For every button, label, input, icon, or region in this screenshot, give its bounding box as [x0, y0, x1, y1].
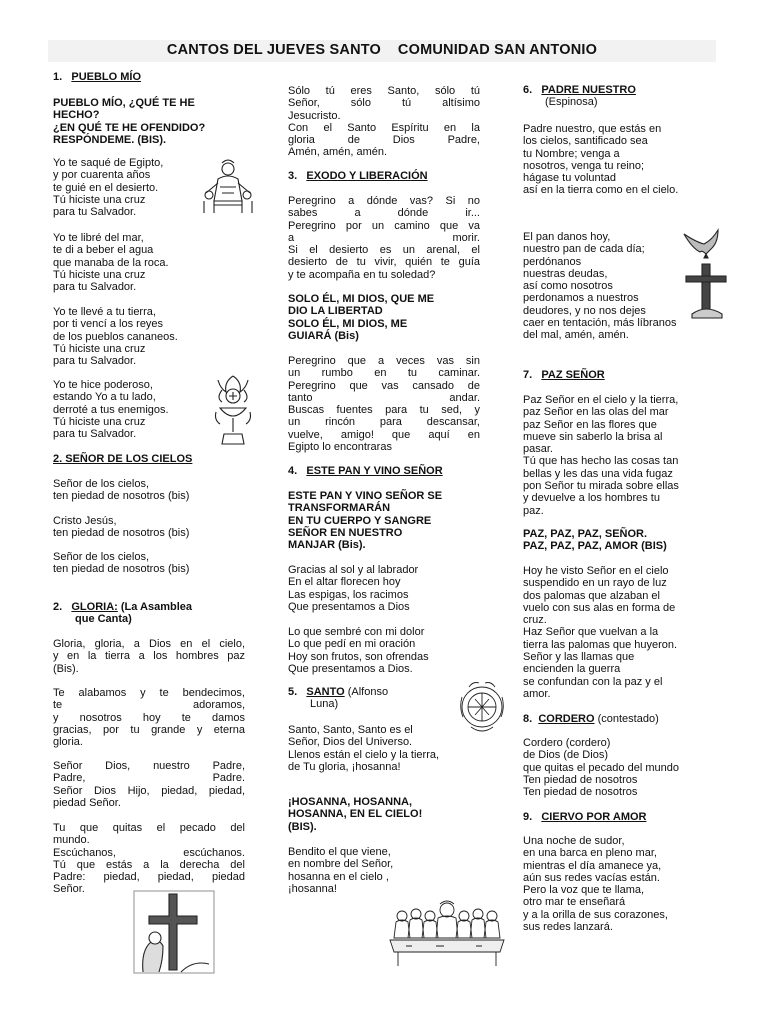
- text-line: Sólo tú eres Santo, sólo tú: [288, 85, 480, 97]
- text-line: SEÑOR EN NUESTRO: [288, 526, 403, 539]
- text-line: ten piedad de nosotros (bis): [53, 490, 190, 503]
- text-line: ten piedad de nosotros (bis): [53, 563, 190, 576]
- text-line: ten piedad de nosotros (bis): [53, 527, 190, 540]
- text-line: El pan danos hoy,: [523, 231, 611, 243]
- text-line: para tu Salvador.: [53, 206, 137, 219]
- text-line: Egipto lo encontraras: [288, 441, 392, 454]
- text-line: del mal, amén, amén.: [523, 329, 629, 342]
- text-line: desierto de tu vivir, quién te guía: [288, 256, 480, 269]
- song-1-heading: 1. PUEBLO MÍO: [53, 71, 142, 83]
- text-line: ¡HOSANNA, HOSANNA,: [288, 796, 413, 808]
- text-line: suspendido en un rayo de luz: [523, 577, 667, 590]
- text-line: Escúchanos, escúchanos.: [53, 846, 245, 859]
- text-line: hosanna en el cielo ,: [288, 870, 389, 883]
- text-line: Señor de los cielos,: [53, 478, 149, 490]
- text-line: HECHO?: [53, 109, 100, 122]
- text-line: para tu Salvador.: [53, 281, 137, 294]
- text-line: un rumbo en tu caminar.: [288, 367, 480, 380]
- text-line: Peregrino que vas cansado de: [288, 379, 480, 392]
- song-3-heading: 3. EXODO Y LIBERACIÓN: [288, 170, 428, 182]
- text-line: hágase tu voluntad: [523, 172, 616, 185]
- text-line: PAZ, PAZ, PAZ, AMOR (BIS): [523, 540, 667, 553]
- song-7-title: PAZ SEÑOR: [541, 369, 605, 381]
- text-line: Te alabamos y te bendecimos,: [53, 687, 245, 699]
- text-line: caer en tentación, más líbranos: [523, 317, 677, 330]
- text-line: perdónanos: [523, 255, 582, 268]
- song-gloria-heading: 2. GLORIA: (La Asamblea que Canta): [53, 601, 192, 626]
- text-line: por ti vencí a los reyes: [53, 318, 164, 331]
- text-line: así como nosotros: [523, 280, 613, 293]
- text-line: MANJAR (Bis).: [288, 539, 366, 552]
- text-line: ¡hosanna!: [288, 882, 337, 895]
- text-line: Una noche de sudor,: [523, 835, 625, 847]
- text-line: Buscas fuentes para tu sed, y: [288, 404, 480, 417]
- song-4-refrain: [288, 490, 480, 551]
- text-line: Tú que has hecho las cosas tan: [523, 455, 679, 468]
- text-line: HOSANNA, EN EL CIELO!: [288, 808, 423, 821]
- text-line: Si el desierto es un arenal, el: [288, 244, 480, 257]
- text-line: Señor Dios, nuestro Padre,: [53, 760, 245, 772]
- text-line: GUIARÁ (Bis): [288, 329, 359, 342]
- text-line: Cristo Jesús,: [53, 515, 117, 527]
- text-line: RESPÓNDEME. (BIS).: [53, 133, 167, 146]
- text-line: Señor, sólo tú altísimo: [288, 97, 480, 110]
- text-line: paz.: [523, 504, 544, 517]
- song-2-title: 2. SEÑOR DE LOS CIELOS: [53, 453, 193, 465]
- text-line: DIO LA LIBERTAD: [288, 305, 383, 318]
- text-line: gloria.: [53, 736, 83, 749]
- text-line: nuestras deudas,: [523, 267, 608, 280]
- text-line: Jesucristo.: [288, 109, 341, 122]
- song-5-verse-2: [288, 846, 480, 895]
- text-line: tu Nombre; venga a: [523, 147, 620, 160]
- text-line: Tú hiciste una cruz: [53, 268, 146, 281]
- dove-and-cross-icon: [682, 228, 732, 320]
- text-line: paz Señor en las flores que: [523, 418, 657, 431]
- text-line: Pero la voz que te llama,: [523, 884, 645, 897]
- text-line: Tú hiciste una cruz: [53, 193, 146, 206]
- text-line: y por cuarenta años: [53, 169, 151, 182]
- gloria-verse-4: [53, 822, 245, 896]
- song-4-heading: 4. ESTE PAN Y VINO SEÑOR: [288, 465, 443, 477]
- song-2-verse-3: [53, 551, 245, 576]
- text-line: tanto andar.: [288, 391, 480, 404]
- text-line: Cordero (cordero): [523, 737, 611, 749]
- song-3-title: EXODO Y LIBERACIÓN: [306, 170, 428, 182]
- song-1-refrain: [53, 97, 245, 146]
- cross-with-praying-figure-icon: [133, 890, 215, 974]
- text-line: Lo que pedí en mi oración: [288, 638, 416, 651]
- song-6-heading: 6. PADRE NUESTRO (Espinosa): [523, 84, 636, 109]
- text-line: de Dios (de Dios): [523, 749, 608, 762]
- text-line: estando Yo a tu lado,: [53, 391, 156, 404]
- text-line: Yo te saqué de Egipto,: [53, 157, 164, 169]
- song-6-verse-1: [523, 123, 715, 197]
- chalice-and-host-icon: [212, 372, 254, 446]
- last-supper-icon: [386, 896, 508, 970]
- text-line: te guié en el desierto.: [53, 181, 159, 194]
- song-3-verse-2: [288, 355, 480, 453]
- song-3-verse-1: [288, 195, 480, 281]
- text-line: Yo te llevé a tu tierra,: [53, 306, 156, 318]
- text-line: en nombre del Señor,: [288, 858, 394, 871]
- text-line: Gloria, gloria, a Dios en el cielo,: [53, 638, 245, 650]
- text-line: tierra las palomas que huyeron.: [523, 638, 678, 651]
- text-line: TRANSFORMARÁN: [288, 502, 391, 515]
- text-line: piedad Señor.: [53, 796, 121, 809]
- text-line: Llenos están el cielo y la tierra,: [288, 748, 440, 761]
- text-line: encienden la guerra: [523, 663, 621, 676]
- text-line: así en la tierra como en el cielo.: [523, 184, 679, 197]
- text-line: SOLO ÉL, MI DIOS, ME: [288, 317, 408, 330]
- gloria-verse-1: [53, 638, 245, 675]
- text-line: Señor y las llamas que: [523, 651, 635, 664]
- text-line: para tu Salvador.: [53, 428, 137, 441]
- text-line: ¿EN QUÉ TE HE OFENDIDO?: [53, 121, 206, 134]
- song-9-verse-1: [523, 835, 715, 933]
- text-line: amor.: [523, 687, 551, 700]
- jesus-with-children-icon: [200, 157, 256, 215]
- text-line: pon Señor tu mirada sobre ellas: [523, 480, 679, 493]
- gloria-verse-2: [53, 687, 245, 748]
- text-line: Padre nuestro, que estás en: [523, 123, 662, 135]
- text-line: pasar.: [523, 443, 553, 456]
- text-line: perdonamos a nuestros: [523, 292, 639, 305]
- text-line: Las espigas, los racimos: [288, 588, 409, 601]
- text-line: Paz Señor en el cielo y la tierra,: [523, 394, 679, 406]
- text-line: y en la tierra a los hombres paz: [53, 650, 245, 663]
- text-line: que manaba de la roca.: [53, 256, 169, 269]
- text-line: Señor de los cielos,: [53, 551, 149, 563]
- text-line: Tu que quitas el pecado del: [53, 822, 245, 834]
- text-line: de los pueblos cananeos.: [53, 330, 178, 343]
- text-line: En el altar florecen hoy: [288, 576, 401, 589]
- text-line: Ten piedad de nosotros: [523, 773, 638, 786]
- song-1-verse-3: [53, 306, 245, 367]
- gloria-continuation: [288, 85, 480, 159]
- text-line: vuelo con sus alas en forma de: [523, 601, 676, 614]
- song-1-verse-2: [53, 232, 245, 293]
- song-4-title: ESTE PAN Y VINO SEÑOR: [306, 465, 443, 477]
- text-line: sus redes lanzará.: [523, 921, 613, 934]
- text-line: cruz.: [523, 614, 547, 627]
- song-7-refrain: [523, 528, 715, 553]
- text-line: se confundan con la paz y el: [523, 675, 663, 688]
- text-line: los cielos, santificado sea: [523, 135, 648, 148]
- song-5-verse-1: [288, 724, 480, 773]
- text-line: un rincón para descansar,: [288, 416, 480, 429]
- song-5-title: SANTO: [306, 686, 345, 698]
- text-line: Ten piedad de nosotros: [523, 786, 638, 799]
- text-line: te di a beber el agua: [53, 244, 154, 257]
- text-line: y te acompaña en tu soledad?: [288, 268, 436, 281]
- text-line: Bendito el que viene,: [288, 846, 391, 858]
- text-line: Peregrino que a veces vas sin: [288, 355, 480, 367]
- text-line: mueve sin saberlo la brisa al: [523, 430, 663, 443]
- text-line: EN TU CUERPO Y SANGRE: [288, 514, 432, 527]
- text-line: sabes a dónde ir...: [288, 207, 480, 220]
- text-line: SOLO ÉL, MI DIOS, QUE ME: [288, 293, 435, 305]
- song-gloria-title: GLORIA:: [71, 601, 118, 613]
- text-line: a morir.: [288, 231, 480, 244]
- text-line: Peregrino por un camino que va: [288, 219, 480, 232]
- song-7-heading: 7. PAZ SEÑOR: [523, 369, 605, 381]
- text-line: Hoy he visto Señor en el cielo: [523, 565, 669, 577]
- text-line: Hoy son frutos, son ofrendas: [288, 650, 429, 663]
- text-line: Tú hiciste una cruz: [53, 342, 146, 355]
- text-line: Padre, Padre.: [53, 772, 245, 785]
- song-2-verse-2: [53, 515, 245, 540]
- text-line: Señor.: [53, 883, 85, 896]
- text-line: PAZ, PAZ, PAZ, SEÑOR.: [523, 528, 648, 540]
- text-line: (BIS).: [288, 820, 317, 833]
- text-line: otro mar te enseñará: [523, 896, 626, 909]
- text-line: nuestro pan de cada día;: [523, 243, 645, 256]
- song-1-title: PUEBLO MÍO: [71, 71, 142, 83]
- text-line: Tú que estás a la derecha del: [53, 858, 245, 871]
- song-2-verse-1: [53, 478, 245, 503]
- text-line: vuelve, amigo! que aquí en: [288, 428, 480, 441]
- song-6-title: PADRE NUESTRO: [541, 84, 636, 96]
- text-line: Lo que sembré con mi dolor: [288, 626, 425, 638]
- song-5-heading: 5. SANTO (Alfonso Luna): [288, 686, 389, 711]
- page-title: CANTOS DEL JUEVES SANTO COMUNIDAD SAN ANTONIO: [166, 42, 598, 58]
- text-line: Padre: piedad, piedad, piedad: [53, 871, 245, 884]
- text-line: y nosotros hoy te damos: [53, 711, 245, 724]
- text-line: Tú hiciste una cruz: [53, 415, 146, 428]
- text-line: Yo te hice poderoso,: [53, 379, 153, 391]
- song-9-title: CIERVO POR AMOR: [541, 811, 647, 823]
- text-line: ESTE PAN Y VINO SEÑOR SE: [288, 490, 443, 502]
- host-circle-icon: [459, 677, 505, 737]
- song-4-verse-1: [288, 564, 480, 613]
- song-7-verse-1: [523, 394, 715, 517]
- text-line: mientras el día amanece ya,: [523, 859, 662, 872]
- song-5-refrain: [288, 796, 480, 833]
- text-line: Gracias al sol y al labrador: [288, 564, 419, 576]
- text-line: aún sus redes vacías están.: [523, 871, 660, 884]
- text-line: te adoramos,: [53, 699, 245, 712]
- text-line: deudores, y no nos dejes: [523, 304, 646, 317]
- text-line: mundo.: [53, 834, 90, 847]
- text-line: (Bis).: [53, 662, 79, 675]
- song-3-refrain: [288, 293, 480, 342]
- text-line: bellas y les das una vida fugaz: [523, 467, 673, 480]
- text-line: PUEBLO MÍO, ¿QUÉ TE HE: [53, 97, 195, 109]
- text-line: Que presentamos a Dios.: [288, 662, 413, 675]
- song-9-heading: 9. CIERVO POR AMOR: [523, 811, 647, 823]
- text-line: Yo te libré del mar,: [53, 232, 144, 244]
- text-line: dos palomas que alzaban el: [523, 589, 660, 602]
- text-line: de Tu gloria, ¡hosanna!: [288, 760, 401, 773]
- text-line: Señor, Dios del Universo.: [288, 736, 413, 749]
- text-line: Peregrino a dónde vas? Si no: [288, 195, 480, 207]
- song-4-verse-2: [288, 626, 480, 675]
- text-line: Amén, amén, amén.: [288, 146, 388, 159]
- text-line: Que presentamos a Dios: [288, 600, 410, 613]
- text-line: y devuelve a los hombres tu: [523, 492, 660, 505]
- text-line: y a la orilla de sus corazones,: [523, 908, 668, 921]
- song-8-title: CORDERO: [538, 713, 595, 725]
- song-8-heading: 8. CORDERO (contestado): [523, 713, 659, 725]
- text-line: gracias, por tu grande y eterna: [53, 723, 245, 736]
- text-line: nosotros, venga tu reino;: [523, 159, 645, 172]
- gloria-verse-3: [53, 760, 245, 809]
- text-line: que quitas el pecado del mundo: [523, 761, 679, 774]
- song-2-heading: [53, 453, 245, 465]
- song-7-verse-2: [523, 565, 715, 700]
- text-line: en una barca en pleno mar,: [523, 847, 657, 860]
- text-line: gloria de Dios Padre,: [288, 134, 480, 147]
- text-line: Con el Santo Espíritu en la: [288, 121, 480, 134]
- text-line: paz Señor en las olas del mar: [523, 406, 669, 419]
- text-line: para tu Salvador.: [53, 355, 137, 368]
- text-line: Haz Señor que vuelvan a la: [523, 626, 659, 639]
- text-line: Santo, Santo, Santo es el: [288, 724, 413, 736]
- text-line: derroté a tus enemigos.: [53, 403, 169, 416]
- text-line: Señor Dios Hijo, piedad, piedad,: [53, 784, 245, 797]
- song-8-verse-1: [523, 737, 715, 798]
